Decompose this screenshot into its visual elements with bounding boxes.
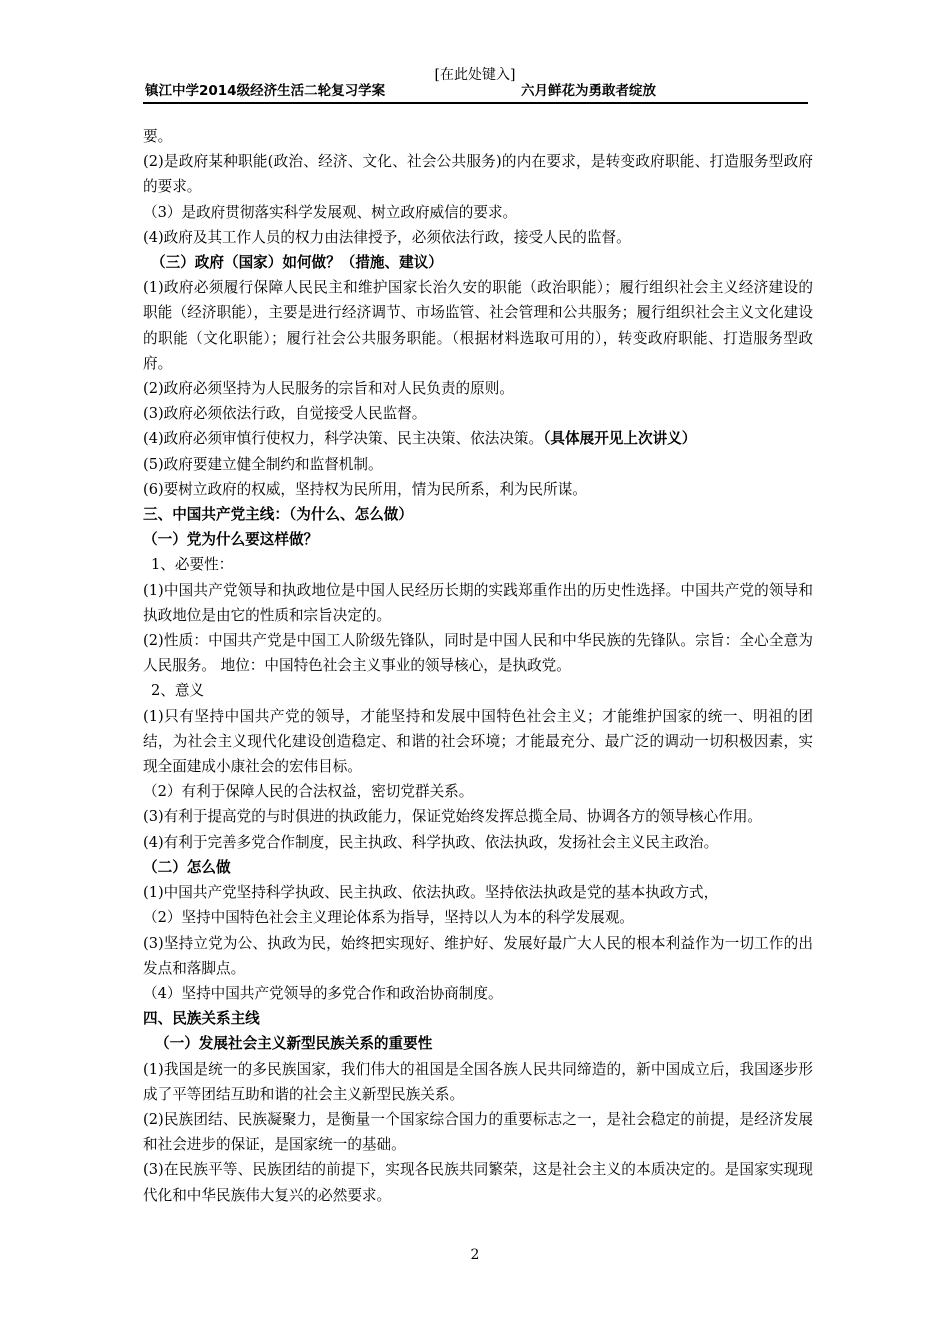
paragraph: (4)有利于完善多党合作制度，民主执政、科学执政、依法执政，发扬社会主义民主政治。	[143, 833, 719, 851]
paragraph: (3)政府必须依法行政，自觉接受人民监督。	[143, 405, 427, 423]
paragraph: （4）坚持中国共产党领导的多党合作和政治协商制度。	[143, 984, 503, 1002]
paragraph: (1)中国共产党坚持科学执政、民主执政、依法执政。坚持依法执政是党的基本执政方式，	[143, 884, 719, 902]
subsection-heading: （二）怎么做	[143, 858, 231, 876]
paragraph: (2)政府必须坚持为人民服务的宗旨和对人民负责的原则。	[143, 380, 514, 398]
paragraph: (3)在民族平等、民族团结的前提下，实现各民族共同繁荣，这是社会主义的本质决定的。是国家实现现代化和中华民族伟大复兴的必然要求。	[143, 1161, 813, 1204]
paragraph: (2)性质：中国共产党是中国工人阶级先锋队，同时是中国人民和中华民族的先锋队。宗旨：全心全意为人民服务。 地位：中国特色社会主义事业的领导核心，是执政党。	[143, 632, 813, 675]
paragraph: (3)有利于提高党的与时俱进的执政能力，保证党始终发挥总揽全局、协调各方的领导核心作用。	[143, 808, 763, 826]
paragraph: （3）是政府贯彻落实科学发展观、树立政府威信的要求。	[143, 203, 518, 221]
section-heading: 三、中国共产党主线：（为什么、怎么做）	[143, 506, 413, 524]
paragraph: (1)只有坚持中国共产党的领导，才能坚持和发展中国特色社会主义；才能维护国家的统一、明祖的团结，为社会主义现代化建设创造稳定、和谐的社会环境；才能最充分、最广泛的调动一切积极因素，实现全面建成小康社会的宏伟目标。	[143, 707, 813, 776]
header-placeholder: [在此处键入]	[434, 67, 516, 83]
paragraph: (1)政府必须履行保障人民民主和维护国家长治久安的职能（政治职能）；履行组织社会主义经济建设的职能（经济职能），主要是进行经济调节、市场监管、社会管理和公共服务；履行组织社会主义文化建设的职能（文化职能）；履行社会公共服务职能。（根据材料选取可用的），转变政府职能、打造服务型政府。	[143, 279, 813, 372]
paragraph: （2）坚持中国特色社会主义理论体系为指导，坚持以人为本的科学发展观。	[143, 909, 634, 927]
header-title: 镇江中学2014级经济生活二轮复习学案	[145, 83, 386, 99]
subsection-heading: （一）党为什么要这样做？	[143, 531, 319, 549]
paragraph: (5)政府要建立健全制约和监督机制。	[143, 455, 383, 473]
bold-note: （具体展开见上次讲义）	[543, 430, 697, 448]
page-header	[143, 82, 808, 104]
paragraph	[143, 426, 813, 451]
document-body	[143, 124, 813, 1208]
paragraph-text: (4)政府必须审慎行使权力，科学决策、民主决策、依法决策。	[143, 430, 544, 448]
paragraph: 要。	[143, 128, 173, 145]
paragraph: (4)政府及其工作人员的权力由法律授予，必须依法行政，接受人民的监督。	[143, 228, 631, 246]
paragraph: (1)我国是统一的多民族国家，我们伟大的祖国是全国各族人民共同缔造的，新中国成立后，我国逐步形成了平等团结互助和谐的社会主义新型民族关系。	[143, 1060, 813, 1103]
paragraph: （2）有利于保障人民的合法权益，密切党群关系。	[143, 783, 474, 801]
paragraph: (2)是政府某种职能(政治、经济、文化、社会公共服务)的内在要求，是转变政府职能、打造服务型政府的要求。	[143, 153, 813, 196]
paragraph: (6)要树立政府的权威，坚持权为民所用，情为民所系，利为民所谋。	[143, 480, 587, 498]
paragraph: (2)民族团结、民族凝聚力，是衡量一个国家综合国力的重要标志之一，是社会稳定的前提，是经济发展和社会进步的保证，是国家统一的基础。	[143, 1110, 813, 1154]
paragraph: (1)中国共产党领导和执政地位是中国人民经历长期的实践郑重作出的历史性选择。中国共产党的领导和执政地位是由它的性质和宗旨决定的。	[143, 581, 813, 624]
section-heading: 四、民族关系主线	[143, 1010, 260, 1028]
subsection-heading: （一）发展社会主义新型民族关系的重要性	[155, 1035, 433, 1053]
paragraph: 2、意义	[151, 682, 205, 700]
section-heading: （三）政府（国家）如何做？（措施、建议）	[151, 254, 443, 272]
paragraph: (3)坚持立党为公、执政为民，始终把实现好、维护好、发展好最广大人民的根本利益作为一切工作的出发点和落脚点。	[143, 934, 813, 977]
page-number: 2	[470, 1247, 480, 1263]
header-motto: 六月鲜花为勇敢者绽放	[521, 83, 656, 99]
paragraph: 1、必要性：	[151, 556, 234, 574]
